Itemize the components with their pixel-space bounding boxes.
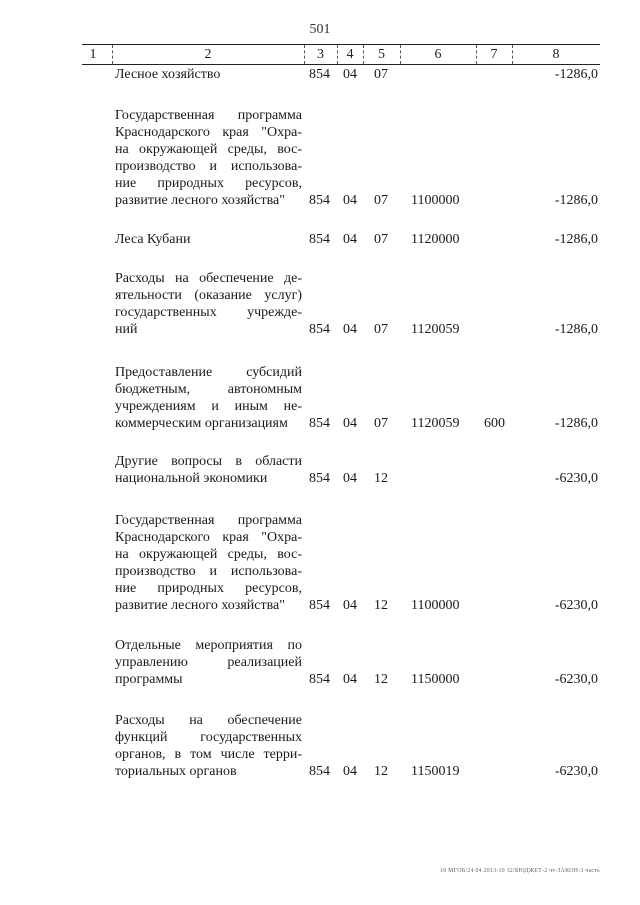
table-row — [0, 107, 640, 209]
table-row — [0, 453, 640, 487]
amount: -6230,0 — [554, 471, 598, 486]
header-col-2: 2 — [204, 47, 212, 62]
subsection-code: 07 — [374, 67, 388, 82]
table-header-bottom-rule — [82, 64, 600, 65]
row-description-line: органов, в том числе терри- — [115, 747, 302, 762]
amount: -1286,0 — [554, 416, 598, 431]
section-code: 04 — [343, 471, 357, 486]
row-description-line: Государственная программа — [115, 108, 302, 123]
amount: -6230,0 — [554, 598, 598, 613]
ministry-code: 854 — [309, 764, 330, 779]
row-description-line: Отдельные мероприятия по — [115, 638, 302, 653]
ministry-code: 854 — [309, 471, 330, 486]
row-description-line: управлению реализацией — [115, 655, 302, 670]
section-code: 04 — [343, 598, 357, 613]
header-col-1: 1 — [89, 47, 97, 62]
row-description-line: на окружающей среды, вос- — [115, 142, 302, 157]
target-item-code: 1120059 — [411, 416, 460, 431]
row-description-line: ний — [115, 322, 138, 337]
ministry-code: 854 — [309, 67, 330, 82]
row-description-line: развитие лесного хозяйства" — [115, 193, 285, 208]
row-description — [115, 712, 302, 780]
section-code: 04 — [343, 764, 357, 779]
row-description-line: ятельности (оказание услуг) — [115, 288, 302, 303]
row-description-line: коммерческим организациям — [115, 416, 288, 431]
section-code: 04 — [343, 67, 357, 82]
table-row — [0, 637, 640, 688]
header-col-8: 8 — [552, 47, 560, 62]
row-description-line: производство и использова- — [115, 159, 302, 174]
header-col-5: 5 — [378, 47, 385, 62]
row-description-line: Краснодарского края "Охра- — [115, 530, 302, 545]
row-description-line: ние природных ресурсов, — [115, 581, 302, 596]
page-number: 501 — [309, 22, 331, 37]
amount: -1286,0 — [554, 232, 598, 247]
table-row — [0, 270, 640, 338]
row-description-line: на окружающей среды, вос- — [115, 547, 302, 562]
row-description-line: государственных учрежде- — [115, 305, 302, 320]
header-col-4: 4 — [346, 47, 354, 62]
target-item-code: 1100000 — [411, 598, 460, 613]
header-col-7: 7 — [490, 47, 498, 62]
row-description-line: функций государственных — [115, 730, 302, 745]
target-item-code: 1150000 — [411, 672, 460, 687]
target-item-code: 1120059 — [411, 322, 460, 337]
section-code: 04 — [343, 416, 357, 431]
row-description-line: Расходы на обеспечение де- — [115, 271, 302, 286]
row-description-line: программы — [115, 672, 183, 687]
row-description-line: Другие вопросы в области — [115, 454, 302, 469]
header-col-3: 3 — [317, 47, 324, 62]
row-description-line: Государственная программа — [115, 513, 302, 528]
row-description-line: Краснодарского края "Охра- — [115, 125, 302, 140]
amount: -6230,0 — [554, 764, 598, 779]
section-code: 04 — [343, 232, 357, 247]
target-item-code: 1150019 — [411, 764, 460, 779]
row-description — [115, 231, 302, 248]
row-description-line: национальной экономики — [115, 471, 268, 486]
section-code: 04 — [343, 193, 357, 208]
row-description — [115, 364, 302, 432]
section-code: 04 — [343, 672, 357, 687]
row-description — [115, 453, 302, 487]
subsection-code: 07 — [374, 322, 388, 337]
subsection-code: 12 — [374, 764, 388, 779]
section-code: 04 — [343, 322, 357, 337]
table-row — [0, 364, 640, 432]
target-item-code: 1100000 — [411, 193, 460, 208]
row-description — [115, 66, 302, 83]
ministry-code: 854 — [309, 598, 330, 613]
subsection-code: 07 — [374, 193, 388, 208]
row-description-line: Предоставление субсидий — [115, 365, 302, 380]
table-row — [0, 66, 640, 83]
expense-type-code: 600 — [484, 416, 505, 431]
amount: -1286,0 — [554, 67, 598, 82]
ministry-code: 854 — [309, 322, 330, 337]
row-description — [115, 512, 302, 614]
row-description-line: производство и использова- — [115, 564, 302, 579]
row-description-line: учреждениям и иным не- — [115, 399, 302, 414]
row-description-line: ние природных ресурсов, — [115, 176, 302, 191]
row-description-line: ториальных органов — [115, 764, 237, 779]
header-col-6: 6 — [434, 47, 442, 62]
row-description-line: развитие лесного хозяйства" — [115, 598, 285, 613]
row-description — [115, 107, 302, 209]
row-description — [115, 270, 302, 338]
ministry-code: 854 — [309, 193, 330, 208]
amount: -6230,0 — [554, 672, 598, 687]
subsection-code: 12 — [374, 471, 388, 486]
subsection-code: 07 — [374, 232, 388, 247]
ministry-code: 854 — [309, 416, 330, 431]
row-description — [115, 637, 302, 688]
table-row — [0, 231, 640, 248]
table-row — [0, 512, 640, 614]
subsection-code: 07 — [374, 416, 388, 431]
footer-note: 10 МГОБ/24 04 2013-10 32/БЮДЖЕТ-2 чт-ЗАКОН-3 часть — [440, 868, 600, 874]
amount: -1286,0 — [554, 322, 598, 337]
row-description-line: Расходы на обеспечение — [115, 713, 302, 728]
row-description-line: бюджетным, автономным — [115, 382, 302, 397]
subsection-code: 12 — [374, 672, 388, 687]
ministry-code: 854 — [309, 232, 330, 247]
row-description-line: Леса Кубани — [115, 232, 191, 247]
target-item-code: 1120000 — [411, 232, 460, 247]
subsection-code: 12 — [374, 598, 388, 613]
table-row — [0, 712, 640, 780]
amount: -1286,0 — [554, 193, 598, 208]
row-description-line: Лесное хозяйство — [115, 67, 221, 82]
ministry-code: 854 — [309, 672, 330, 687]
